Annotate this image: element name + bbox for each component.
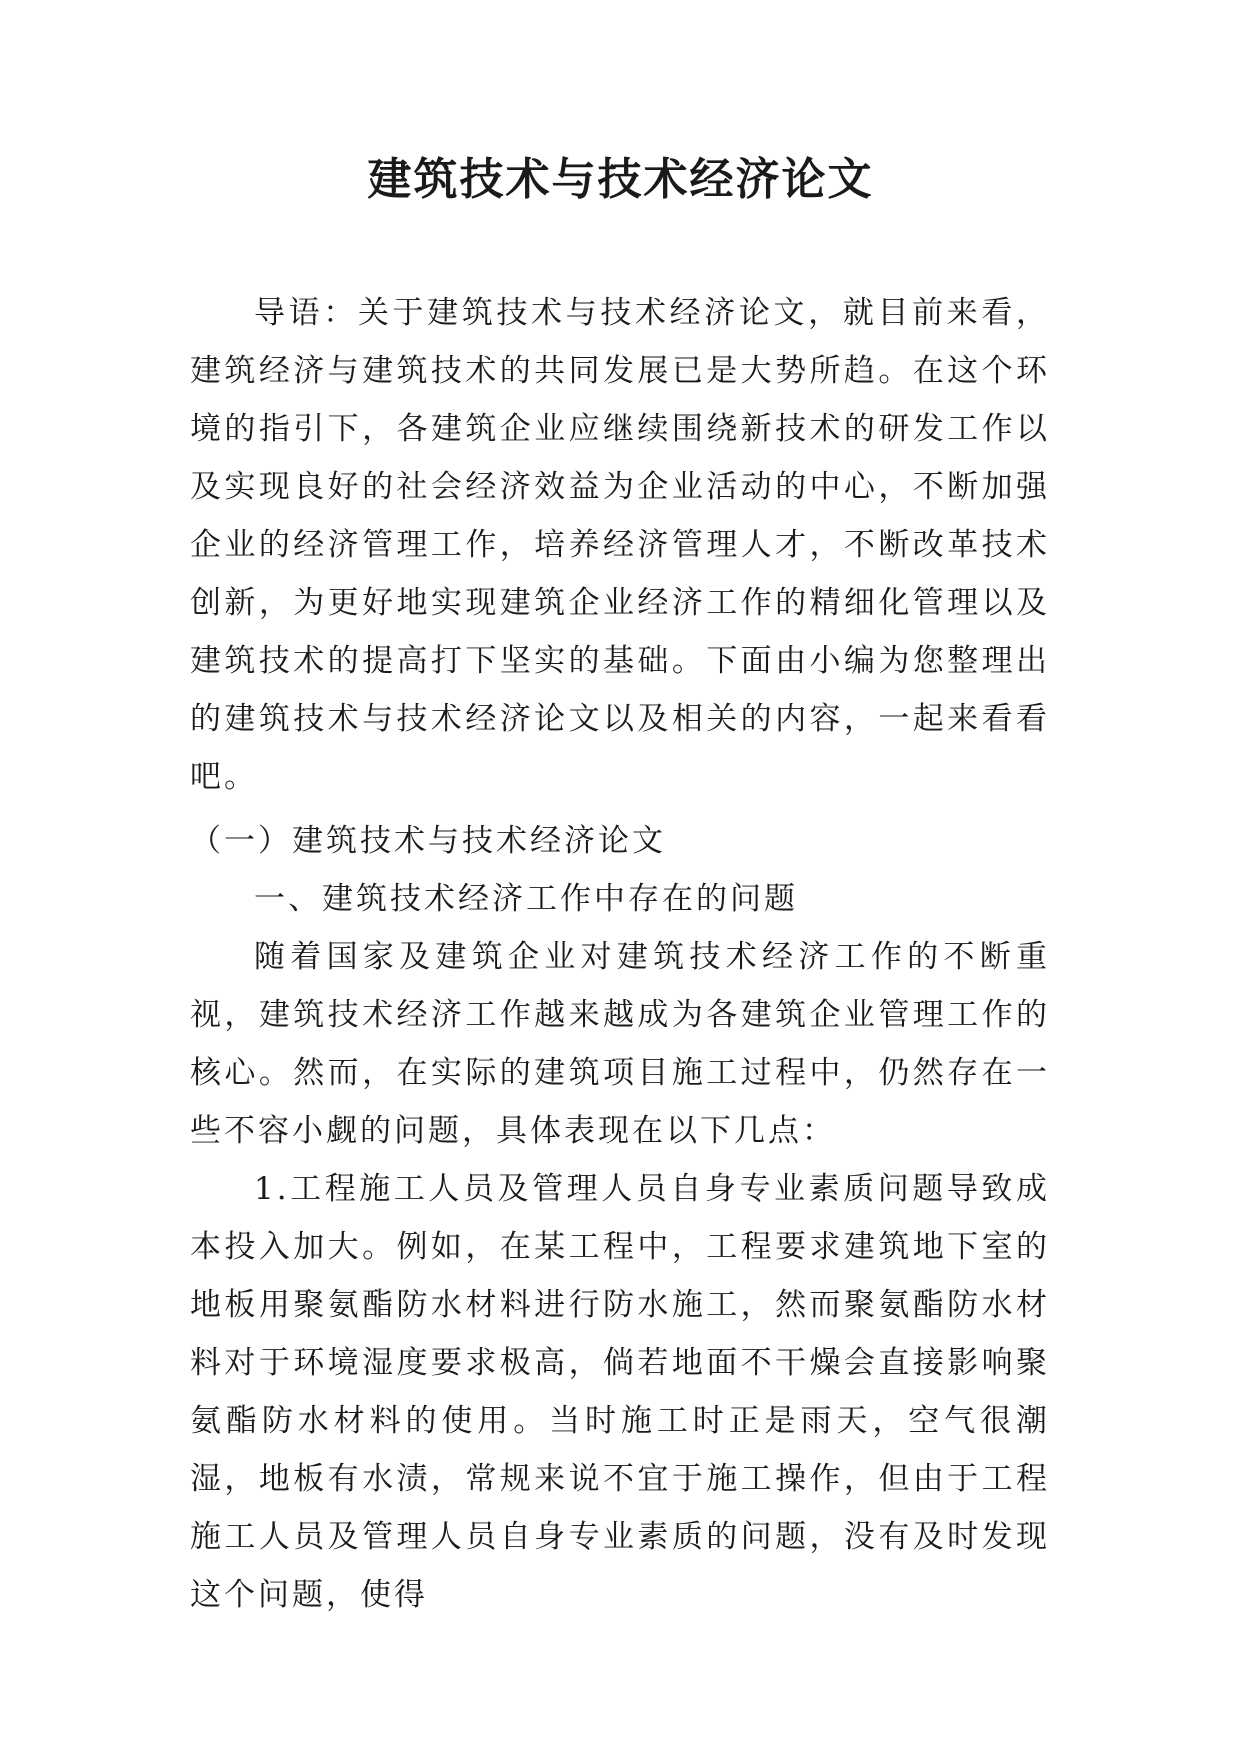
subsection-heading: 一、建筑技术经济工作中存在的问题 [254,881,798,917]
body-paragraph-2: 1.工程施工人员及管理人员自身专业素质问题导致成本投入加大。例如，在某工程中，工程要求建筑地下室的地板用聚氨酯防水材料进行防水施工，然而聚氨酯防水材料对于环境湿度要求极高，倘若地面不干燥会直接影响聚氨酯防水材料的使用。当时施工时正是雨天，空气很潮湿，地板有水渍，常规来说不宜于施工操作，但由于工程施工人员及管理人员自身专业素质的问题，没有及时发现这个问题，使得 [190,1171,1050,1613]
intro-paragraph: 导语：关于建筑技术与技术经济论文，就目前来看，建筑经济与建筑技术的共同发展已是大势所趋。在这个环境的指引下，各建筑企业应继续围绕新技术的研发工作以及实现良好的社会经济效益为企业活动的中心，不断加强企业的经济管理工作，培养经济管理人才，不断改革技术创新，为更好地实现建筑企业经济工作的精细化管理以及建筑技术的提高打下坚实的基础。下面由小编为您整理出的建筑技术与技术经济论文以及相关的内容，一起来看看吧。 [190,295,1050,795]
document-title: 建筑技术与技术经济论文 [367,154,874,205]
section-heading: （一）建筑技术与技术经济论文 [190,823,666,859]
body-paragraph-1: 随着国家及建筑企业对建筑技术经济工作的不断重视，建筑技术经济工作越来越成为各建筑企业管理工作的核心。然而，在实际的建筑项目施工过程中，仍然存在一些不容小觑的问题，具体表现在以下几点： [190,939,1050,1149]
